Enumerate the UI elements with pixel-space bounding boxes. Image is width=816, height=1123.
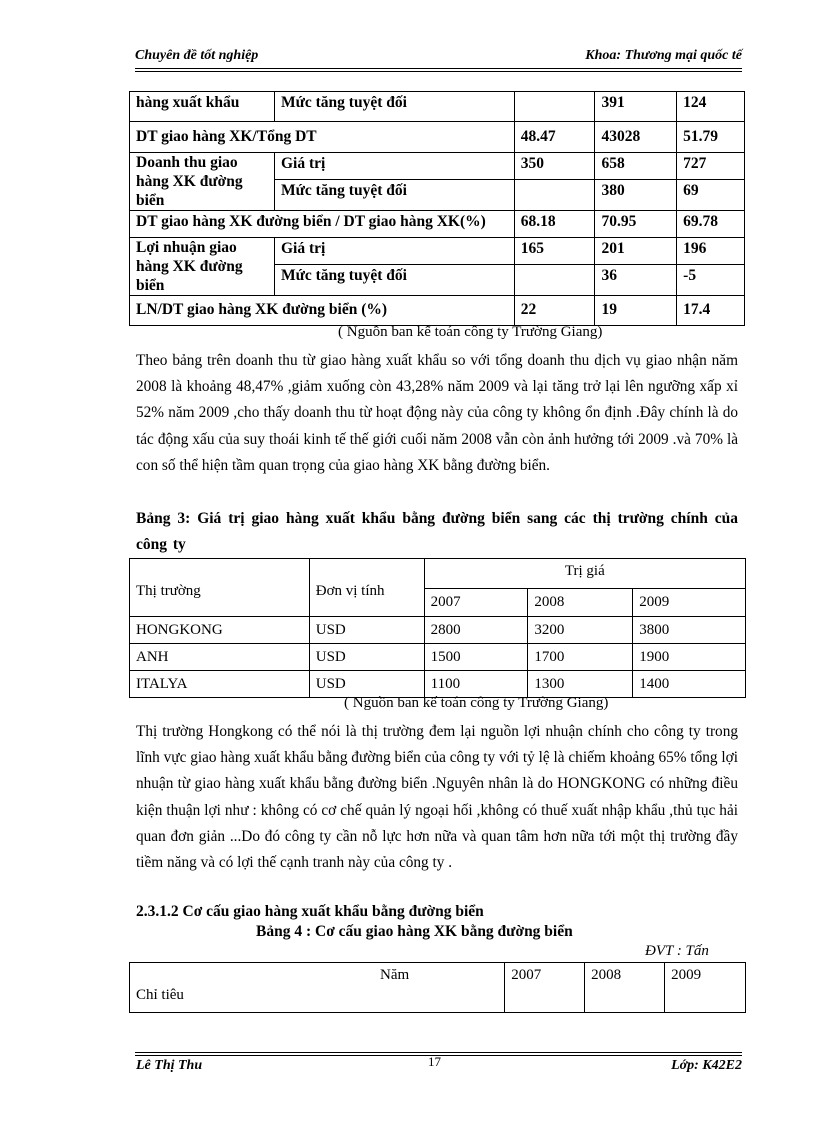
table-cell: 69 [677,180,745,211]
table-cell: 43028 [595,122,677,153]
table-cell: 350 [514,153,595,180]
table-cell: 2009 [665,963,746,1013]
year-header: Năm [380,967,410,983]
table-cell: 165 [514,238,595,265]
table-cell: 2008 [585,963,665,1013]
table-cell [514,92,595,122]
table-cell: 380 [595,180,677,211]
table-cell: USD [309,644,424,671]
table-row [130,211,745,238]
table-cell: 2008 [528,589,633,617]
section-heading: 2.3.1.2 Cơ cấu giao hàng xuất khẩu bằng đường biển [136,903,484,920]
table-cell: 1500 [424,644,528,671]
table-cell: -5 [677,265,745,296]
header-left: Chuyên đề tốt nghiệp [135,48,259,63]
table-cell: USD [309,671,424,698]
table-cell: ITALYA [130,671,310,698]
table-cell: 70.95 [595,211,677,238]
table-cell: Doanh thu giao hàng XK đường biển [130,153,275,211]
table-cell: DT giao hàng XK/Tổng DT [130,122,515,153]
table-cell: HONGKONG [130,617,310,644]
indicator-header: Chỉ tiêu [136,987,184,1003]
table-cell: LN/DT giao hàng XK đường biển (%) [130,296,515,326]
page-number: 17 [428,1054,441,1069]
table-cell: 2800 [424,617,528,644]
table-cell: Trị giá [424,559,745,589]
table-cell [514,265,595,296]
table-cell: Thị trường [130,559,310,617]
table-cell: 1900 [633,644,746,671]
table-row [130,644,746,671]
table-row [130,153,745,180]
table-cell: 1400 [633,671,746,698]
table-cell: hàng xuất khẩu [130,92,275,122]
table-cell: 124 [677,92,745,122]
header-rule-2 [135,71,742,72]
financial-table [129,91,745,326]
table-cell: USD [309,617,424,644]
table-cell: 2007 [424,589,528,617]
source-note: ( Nguồn ban kế toán công ty Trường Giang) [338,324,603,340]
table-cell [514,180,595,211]
table-cell: 2009 [633,589,746,617]
table-row [130,617,746,644]
table-row [130,963,746,1013]
table-cell: Giá trị [274,238,514,265]
table-cell: 1700 [528,644,633,671]
table-row [130,559,746,589]
table-cell: 3800 [633,617,746,644]
table-cell: 1300 [528,671,633,698]
table-cell [130,963,505,1013]
table-cell: 51.79 [677,122,745,153]
table-cell: Lợi nhuận giao hàng XK đường biển [130,238,275,296]
table-cell: ANH [130,644,310,671]
footer-class: Lớp: K42E2 [671,1058,742,1073]
table-cell: DT giao hàng XK đường biển / DT giao hàng XK(%) [130,211,515,238]
footer-author: Lê Thị Thu [136,1058,203,1073]
table-cell: 19 [595,296,677,326]
table-cell: 658 [595,153,677,180]
table-cell: 201 [595,238,677,265]
table-row [130,238,745,265]
table-cell: 17.4 [677,296,745,326]
table-row [130,92,745,122]
table-cell: 1100 [424,671,528,698]
table-cell: Giá trị [274,153,514,180]
paragraph: Theo bảng trên doanh thu từ giao hàng xuất khẩu so với tổng doanh thu dịch vụ giao nhận năm 2008 là khoảng 48,47% ,giảm xuống còn 43,28% năm 2009 và lại tăng trở lại lên ngưỡng xấp xỉ 52% năm 2009 ,cho thấy doanh thu từ hoạt động này của công ty không ổn định .Đây chính là do tác động xấu của suy thoái kinh tế thế giới cuối năm 2008 vẫn còn ảnh hưởng tới 2009 .và 70% là con số thể hiện tầm quan trọng của giao hàng XK bằng đường biển. [136,352,738,474]
unit-label: ĐVT : Tấn [645,943,709,959]
structure-table [129,962,746,1013]
table-cell: 196 [677,238,745,265]
table-row [130,671,746,698]
table-cell: 2007 [505,963,585,1013]
table-cell: Đơn vị tính [309,559,424,617]
table-cell: 22 [514,296,595,326]
table-cell: 69.78 [677,211,745,238]
table-row [130,122,745,153]
table-cell: 68.18 [514,211,595,238]
table-cell: 391 [595,92,677,122]
table-title: Bảng 4 : Cơ cấu giao hàng XK bằng đường biển [256,923,573,940]
table-cell: 3200 [528,617,633,644]
footer-rule [135,1052,742,1053]
table-cell: Mức tăng tuyệt đối [274,180,514,211]
header-right: Khoa: Thương mại quốc tế [585,48,742,63]
table-cell: Mức tăng tuyệt đối [274,265,514,296]
table-cell: Mức tăng tuyệt đối [274,92,514,122]
paragraph: Thị trường Hongkong có thể nói là thị trường đem lại nguồn lợi nhuận chính cho công ty trong lĩnh vực giao hàng xuất khẩu bằng đường biển của công ty với tỷ lệ là chiếm khoảng 65% tổng lợi nhuận từ giao hàng xuất khẩu bằng đường biển .Nguyên nhân là do HONGKONG có những điều kiện thuận lợi như : không có cơ chế quản lý ngoại hối ,không có thuế xuất nhập khẩu ,thủ tục hải quan đơn giản ...Do đó công ty cần nỗ lực hơn nữa và quan tâm hơn nữa tới một thị trường đầy tiềm năng và có lợi thế cạnh tranh này của công ty . [136,723,738,872]
header-rule [135,68,742,69]
source-note: ( Nguồn ban kế toán công ty Trường Giang) [344,695,609,711]
table-cell: 36 [595,265,677,296]
table-cell: 48.47 [514,122,595,153]
table-row [130,296,745,326]
table-cell: 727 [677,153,745,180]
table-title: Bảng 3: Giá trị giao hàng xuất khẩu bằng đường biển sang các thị trường chính của công ty [136,510,738,553]
market-table [129,558,746,698]
